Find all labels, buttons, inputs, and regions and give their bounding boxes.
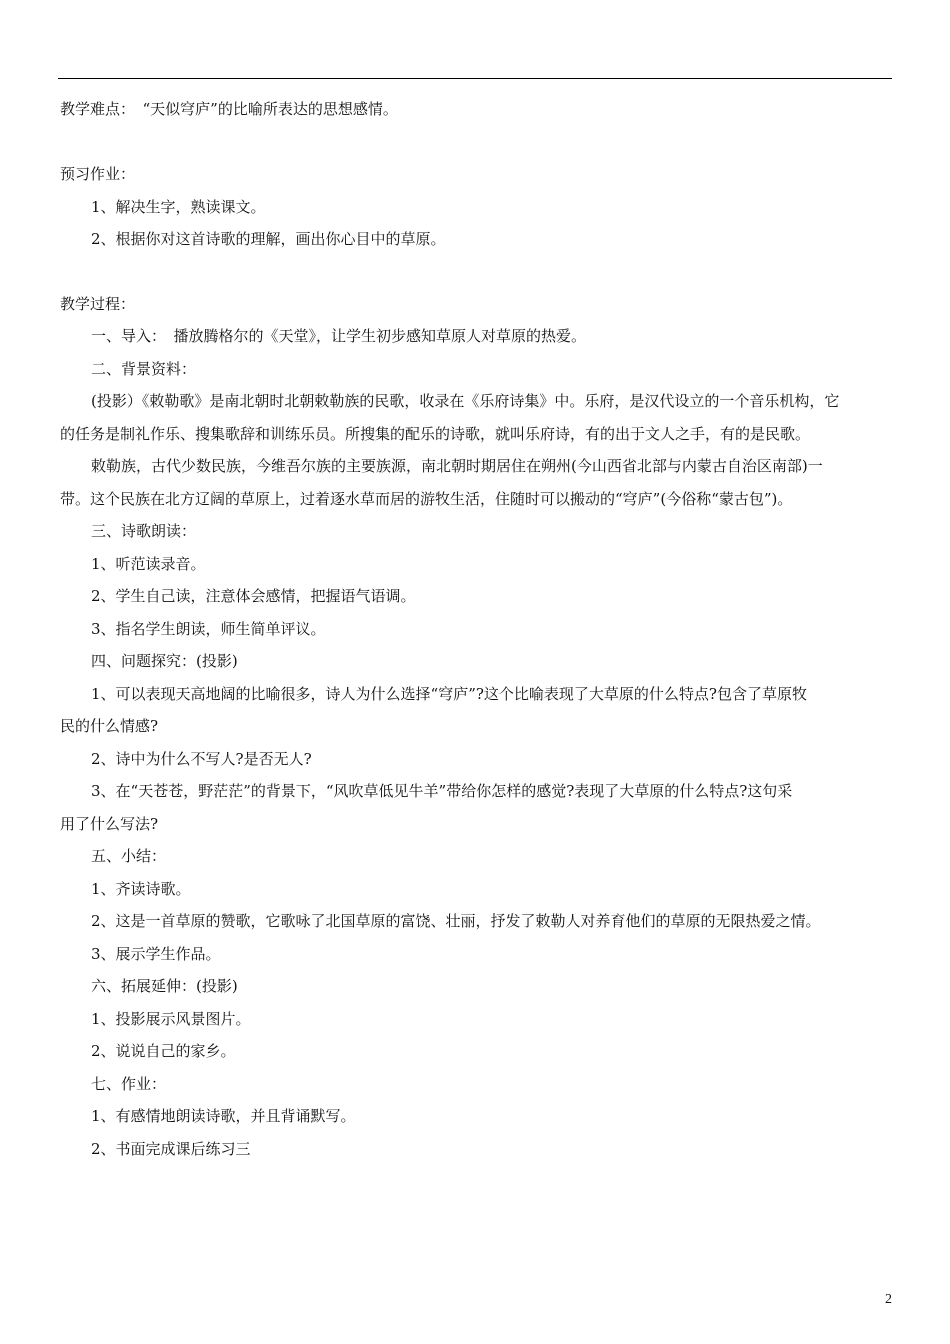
summary-item: 1、齐读诗歌。 xyxy=(91,880,191,898)
background-paragraph-line: 的任务是制礼作乐、搜集歌辞和训练乐员。所搜集的配乐的诗歌，就叫乐府诗，有的出于文人之手，有的是民歌。 xyxy=(60,425,811,443)
preview-item: 1、解决生字，熟读课文。 xyxy=(91,198,266,216)
inquiry-question-line: 2、诗中为什么不写人?是否无人? xyxy=(91,750,312,768)
homework-heading: 七、作业： xyxy=(91,1075,167,1093)
background-paragraph-line: 带。这个民族在北方辽阔的草原上，过着逐水草而居的游牧生活，住随时可以搬动的“穹庐”(今俗称“蒙古包”)。 xyxy=(60,490,793,508)
inquiry-question-line: 1、可以表现天高地阔的比喻很多，诗人为什么选择“穹庐”?这个比喻表现了大草原的什么特点?包含了草原牧 xyxy=(91,685,807,703)
extension-item: 2、说说自己的家乡。 xyxy=(91,1042,236,1060)
reading-item: 2、学生自己读，注意体会感情，把握语气语调。 xyxy=(91,587,416,605)
inquiry-question-line: 民的什么情感? xyxy=(60,717,159,735)
summary-item: 2、这是一首草原的赞歌，它歌咏了北国草原的富饶、壮丽，抒发了敕勒人对养育他们的草原的无限热爱之情。 xyxy=(91,912,821,930)
reading-item: 3、指名学生朗读，师生简单评议。 xyxy=(91,620,326,638)
process-heading: 教学过程： xyxy=(60,295,136,313)
page-number: 2 xyxy=(885,1292,892,1307)
inquiry-question-line: 3、在“天苍苍，野茫茫”的背景下，“风吹草低见牛羊”带给你怎样的感觉?表现了大草原的什么特点?这句采 xyxy=(91,782,793,800)
extension-item: 1、投影展示风景图片。 xyxy=(91,1010,251,1028)
homework-item: 2、书面完成课后练习三 xyxy=(91,1140,251,1158)
background-heading: 二、背景资料： xyxy=(91,360,197,378)
teaching-difficulty: 教学难点： “天似穹庐”的比喻所表达的思想感情。 xyxy=(60,100,398,118)
reading-heading: 三、诗歌朗读： xyxy=(91,522,197,540)
inquiry-question-line: 用了什么写法? xyxy=(60,815,159,833)
inquiry-heading: 四、问题探究：(投影) xyxy=(91,652,238,670)
background-paragraph-line: 敕勒族，古代少数民族，今维吾尔族的主要族源，南北朝时期居住在朔州(今山西省北部与内蒙古自治区南部)一 xyxy=(91,457,823,475)
preview-heading: 预习作业： xyxy=(60,165,136,183)
homework-item: 1、有感情地朗读诗歌，并且背诵默写。 xyxy=(91,1107,356,1125)
header-rule xyxy=(58,78,892,79)
extension-heading: 六、拓展延伸：(投影) xyxy=(91,977,238,995)
intro-step: 一、导入： 播放腾格尔的《天堂》，让学生初步感知草原人对草原的热爱。 xyxy=(91,327,587,345)
reading-item: 1、听范读录音。 xyxy=(91,555,206,573)
background-paragraph-line: (投影）《敕勒歌》是南北朝时北朝敕勒族的民歌，收录在《乐府诗集》中。乐府，是汉代设立的一个音乐机构，它 xyxy=(91,392,840,410)
summary-heading: 五、小结： xyxy=(91,847,167,865)
summary-item: 3、展示学生作品。 xyxy=(91,945,221,963)
preview-item: 2、根据你对这首诗歌的理解，画出你心目中的草原。 xyxy=(91,230,446,248)
